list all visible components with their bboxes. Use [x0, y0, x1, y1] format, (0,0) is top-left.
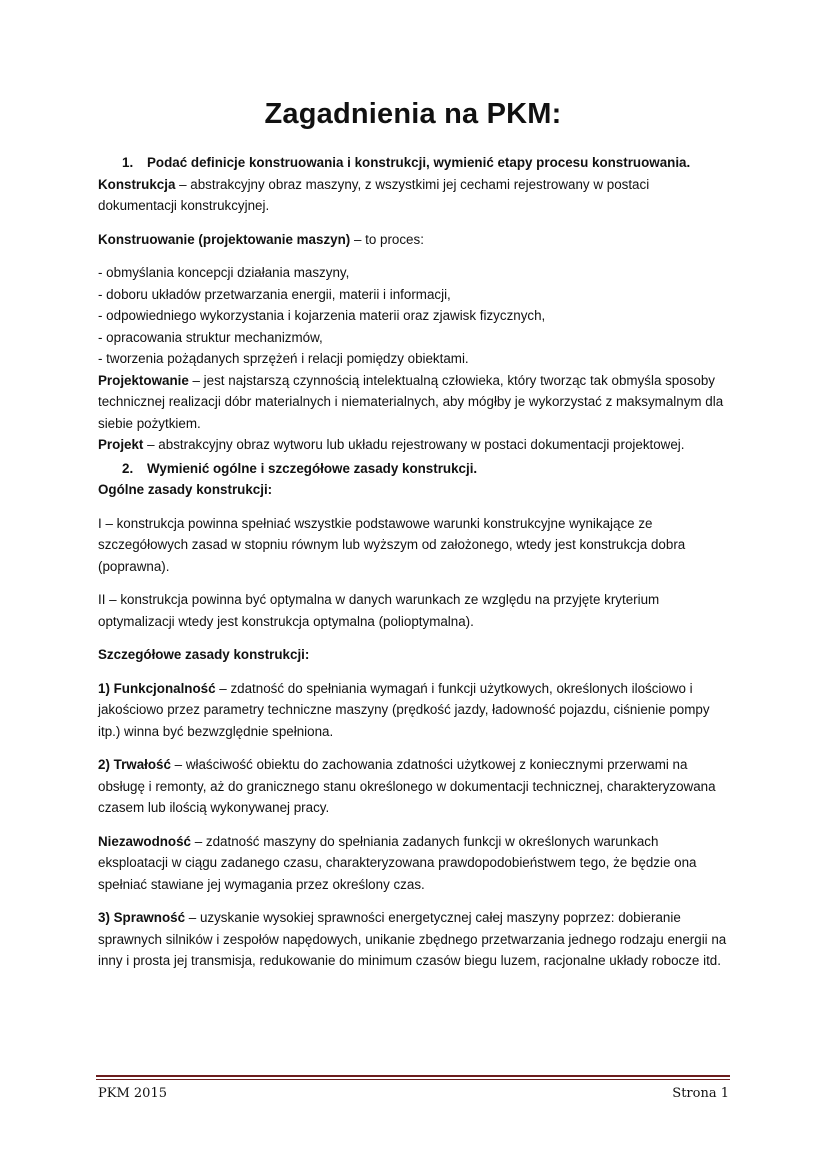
term-sprawnosc: 3) Sprawność — [98, 910, 186, 925]
list-item: - doboru układów przetwarzania energii, materii i informacji, — [98, 286, 451, 302]
footer-divider-thin — [96, 1079, 730, 1080]
question-2-number: 2. — [122, 460, 134, 476]
term-projekt: Projekt — [98, 437, 144, 452]
question-1-text: Podać definicje konstruowania i konstrukcji, wymienić etapy procesu konstruowania. — [147, 155, 691, 170]
question-2-heading — [98, 458, 730, 480]
rule-funkcjonalnosc — [98, 678, 730, 743]
definition-projektowanie — [98, 370, 730, 435]
def-konstruowanie: – to proces: — [350, 231, 424, 247]
term-projektowanie: Projektowanie — [98, 372, 189, 388]
general-rule-1: I – konstrukcja powinna spełniać wszystkie podstawowe warunki konstrukcyjne wynikające ze szczegółowych zasad w stopniu równym lub wyższym od założonego, wtedy jest konstrukcja dobra (poprawna). — [98, 515, 686, 574]
def-projekt: – abstrakcyjny obraz wytworu lub układu rejestrowany w postaci dokumentacji projektowej. — [143, 437, 685, 452]
question-1-number: 1. — [122, 155, 134, 170]
footer-doc-name: PKM 2015 — [98, 1086, 167, 1101]
definition-projekt — [98, 434, 730, 456]
def-projektowanie: – jest najstarszą czynnością intelektualną człowieka, który tworząc tak obmyśla sposoby technicznej realizacji dóbr materialnych i niematerialnych, aby mógłby je wykorzystać z maksymalnym dla siebie pożytkiem. — [98, 372, 724, 431]
term-funkcjonalnosc: 1) Funkcjonalność — [98, 680, 216, 696]
definition-konstrukcja — [98, 174, 730, 217]
rule-trwalosc — [98, 754, 730, 819]
def-trwalosc: – właściwość obiektu do zachowania zdatności użytkowej z koniecznymi przerwami na obsługę i remonty, aż do granicznego stanu określonego w dokumentacji technicznej, charakteryzowana czasem lub ilością wykonywanej pracy. — [98, 757, 716, 815]
def-sprawnosc: – uzyskanie wysokiej sprawności energetycznej całej maszyny poprzez: dobieranie sprawnych silników i zespołów napędowych, unikanie zbędnego przetwarzania jednego rodzaju energii na inny i prosta jej transmisja, redukowanie do minimum czasów biegu luzem, racjonalne układy robocze itd. — [98, 910, 727, 968]
detailed-rules-heading: Szczegółowe zasady konstrukcji: — [98, 647, 310, 662]
term-trwalosc: 2) Trwałość — [98, 757, 171, 772]
term-niezawodnosc: Niezawodność — [98, 833, 192, 849]
term-konstruowanie: Konstruowanie (projektowanie maszyn) — [98, 231, 351, 247]
list-item: - tworzenia pożądanych sprzężeń i relacji pomiędzy obiektami. — [98, 351, 469, 366]
general-rules-heading: Ogólne zasady konstrukcji: — [98, 482, 273, 497]
rule-niezawodnosc — [98, 831, 730, 896]
list-item: - opracowania struktur mechanizmów, — [98, 329, 323, 345]
def-niezawodnosc: – zdatność maszyny do spełniania zadanych funkcji w określonych warunkach eksploatacji w ciągu zadanego czasu, charakteryzowana prawdopodobieństwem tego, że będzie ona spełniać stawiane jej wymagania przez określony czas. — [98, 833, 697, 892]
general-rule-2: II – konstrukcja powinna być optymalna w danych warunkach ze względu na przyjęte kryterium optymalizacji wtedy jest konstrukcja optymalna (polioptymalna). — [98, 592, 660, 629]
term-konstrukcja: Konstrukcja — [98, 176, 176, 192]
list-item: - odpowiedniego wykorzystania i kojarzenia materii oraz zjawisk fizycznych, — [98, 308, 546, 323]
definition-konstruowanie — [98, 229, 730, 251]
rule-sprawnosc — [98, 907, 730, 972]
footer-page-number: Strona 1 — [672, 1086, 729, 1101]
def-konstrukcja: – abstrakcyjny obraz maszyny, z wszystkimi jej cechami rejestrowany w postaci dokumentacji konstrukcyjnej. — [98, 176, 650, 213]
list-item: - obmyślania koncepcji działania maszyny, — [98, 265, 350, 280]
def-funkcjonalnosc: – zdatność do spełniania wymagań i funkcji użytkowych, określonych ilościowo i jakościowo przez parametry techniczne maszyny (prędkość jazdy, ładowność pojazdu, ciśnienie pompy itp.) winna być bezwzględnie spełniona. — [98, 680, 710, 739]
page-title: Zagadnienia na PKM: — [264, 98, 562, 130]
document-body — [98, 152, 730, 984]
question-1-heading — [98, 152, 730, 174]
footer-divider — [96, 1075, 730, 1077]
question-2-text: Wymienić ogólne i szczegółowe zasady konstrukcji. — [147, 460, 478, 476]
